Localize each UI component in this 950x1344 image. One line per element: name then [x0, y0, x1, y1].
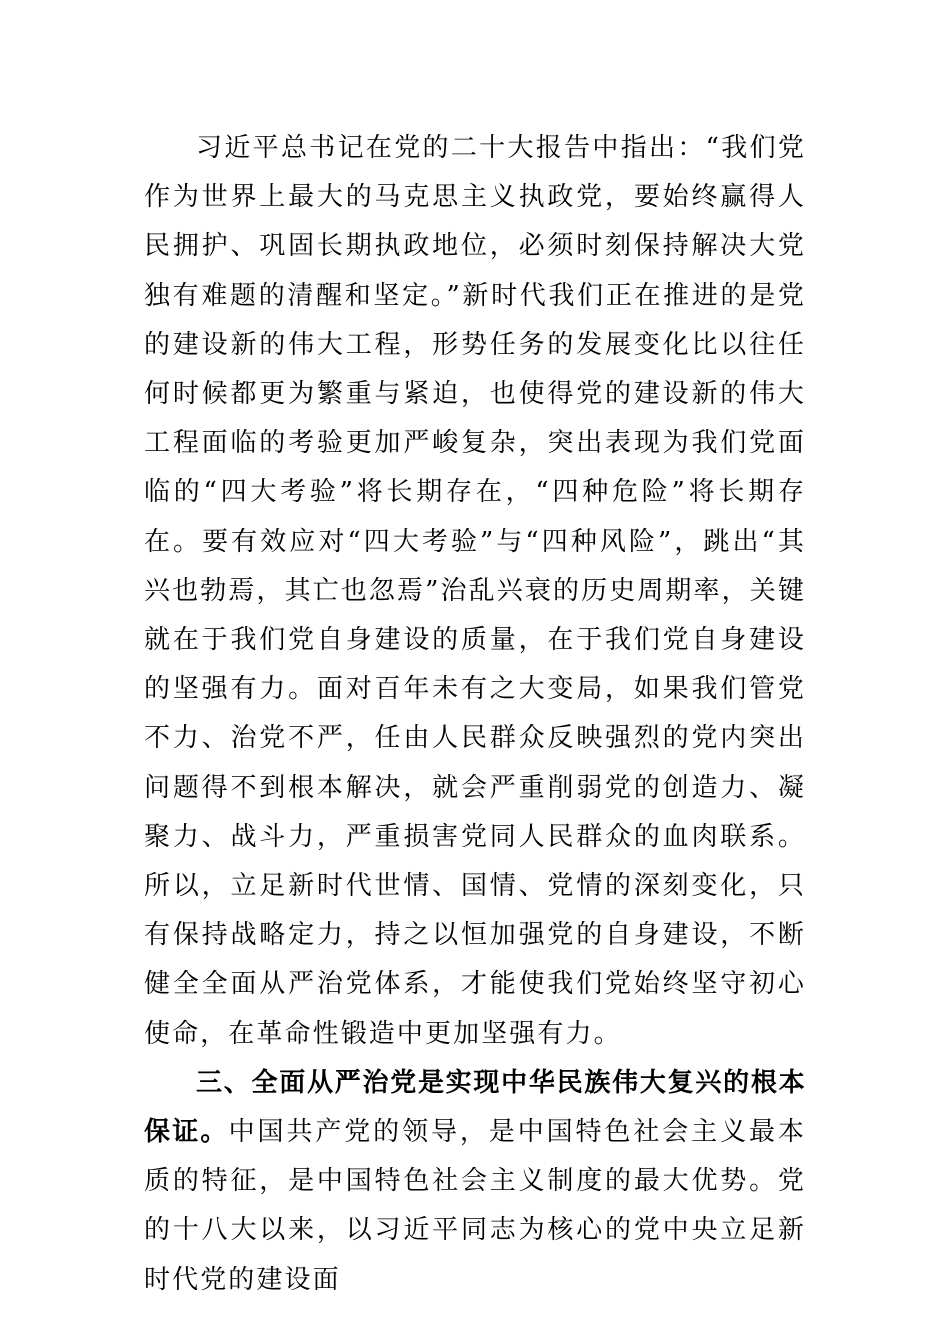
paragraph-text: 习近平总书记在党的二十大报告中指出：“我们党作为世界上最大的马克思主义执政党，要始终赢得人民拥护、巩固长期执政地位，必须时刻保持解决大党独有难题的清醒和坚定。”新时代我们正在推进的是党的建设新的伟大工程，形势任务的发展变化比以往任何时候都更为繁重与紧迫，也使得党的建设新的伟大工程面临的考验更加严峻复杂，突出表现为我们党面临的“四大考验”将长期存在，“四种危险”将长期存在。要有效应对“四大考验”与“四种风险”，跳出“其兴也勃焉，其亡也忽焉”治乱兴衰的历史周期率，关键就在于我们党自身建设的质量，在于我们党自身建设的坚强有力。面对百年未有之大变局，如果我们管党不力、治党不严，任由人民群众反映强烈的党内突出问题得不到根本解决，就会严重削弱党的创造力、凝聚力、战斗力，严重损害党同人民群众的血肉联系。所以，立足新时代世情、国情、党情的深刻变化，只有保持战略定力，持之以恒加强党的自身建设，不断健全全面从严治党体系，才能使我们党始终坚守初心使命，在革命性锻造中更加坚强有力。 — [144, 133, 806, 1049]
section-heading: 三、全面从严治党是实现中华民族伟大复兴的根本保证。 — [144, 1067, 806, 1148]
paragraph-text: 中国共产党的领导，是中国特色社会主义最本质的特征，是中国特色社会主义制度的最大优势。党的十八大以来，以习近平同志为核心的党中央立足新时代党的建设面 — [144, 1117, 806, 1295]
body-paragraph-2 — [144, 1059, 806, 1305]
body-paragraph-1 — [144, 124, 806, 1059]
document-page — [144, 124, 806, 1305]
